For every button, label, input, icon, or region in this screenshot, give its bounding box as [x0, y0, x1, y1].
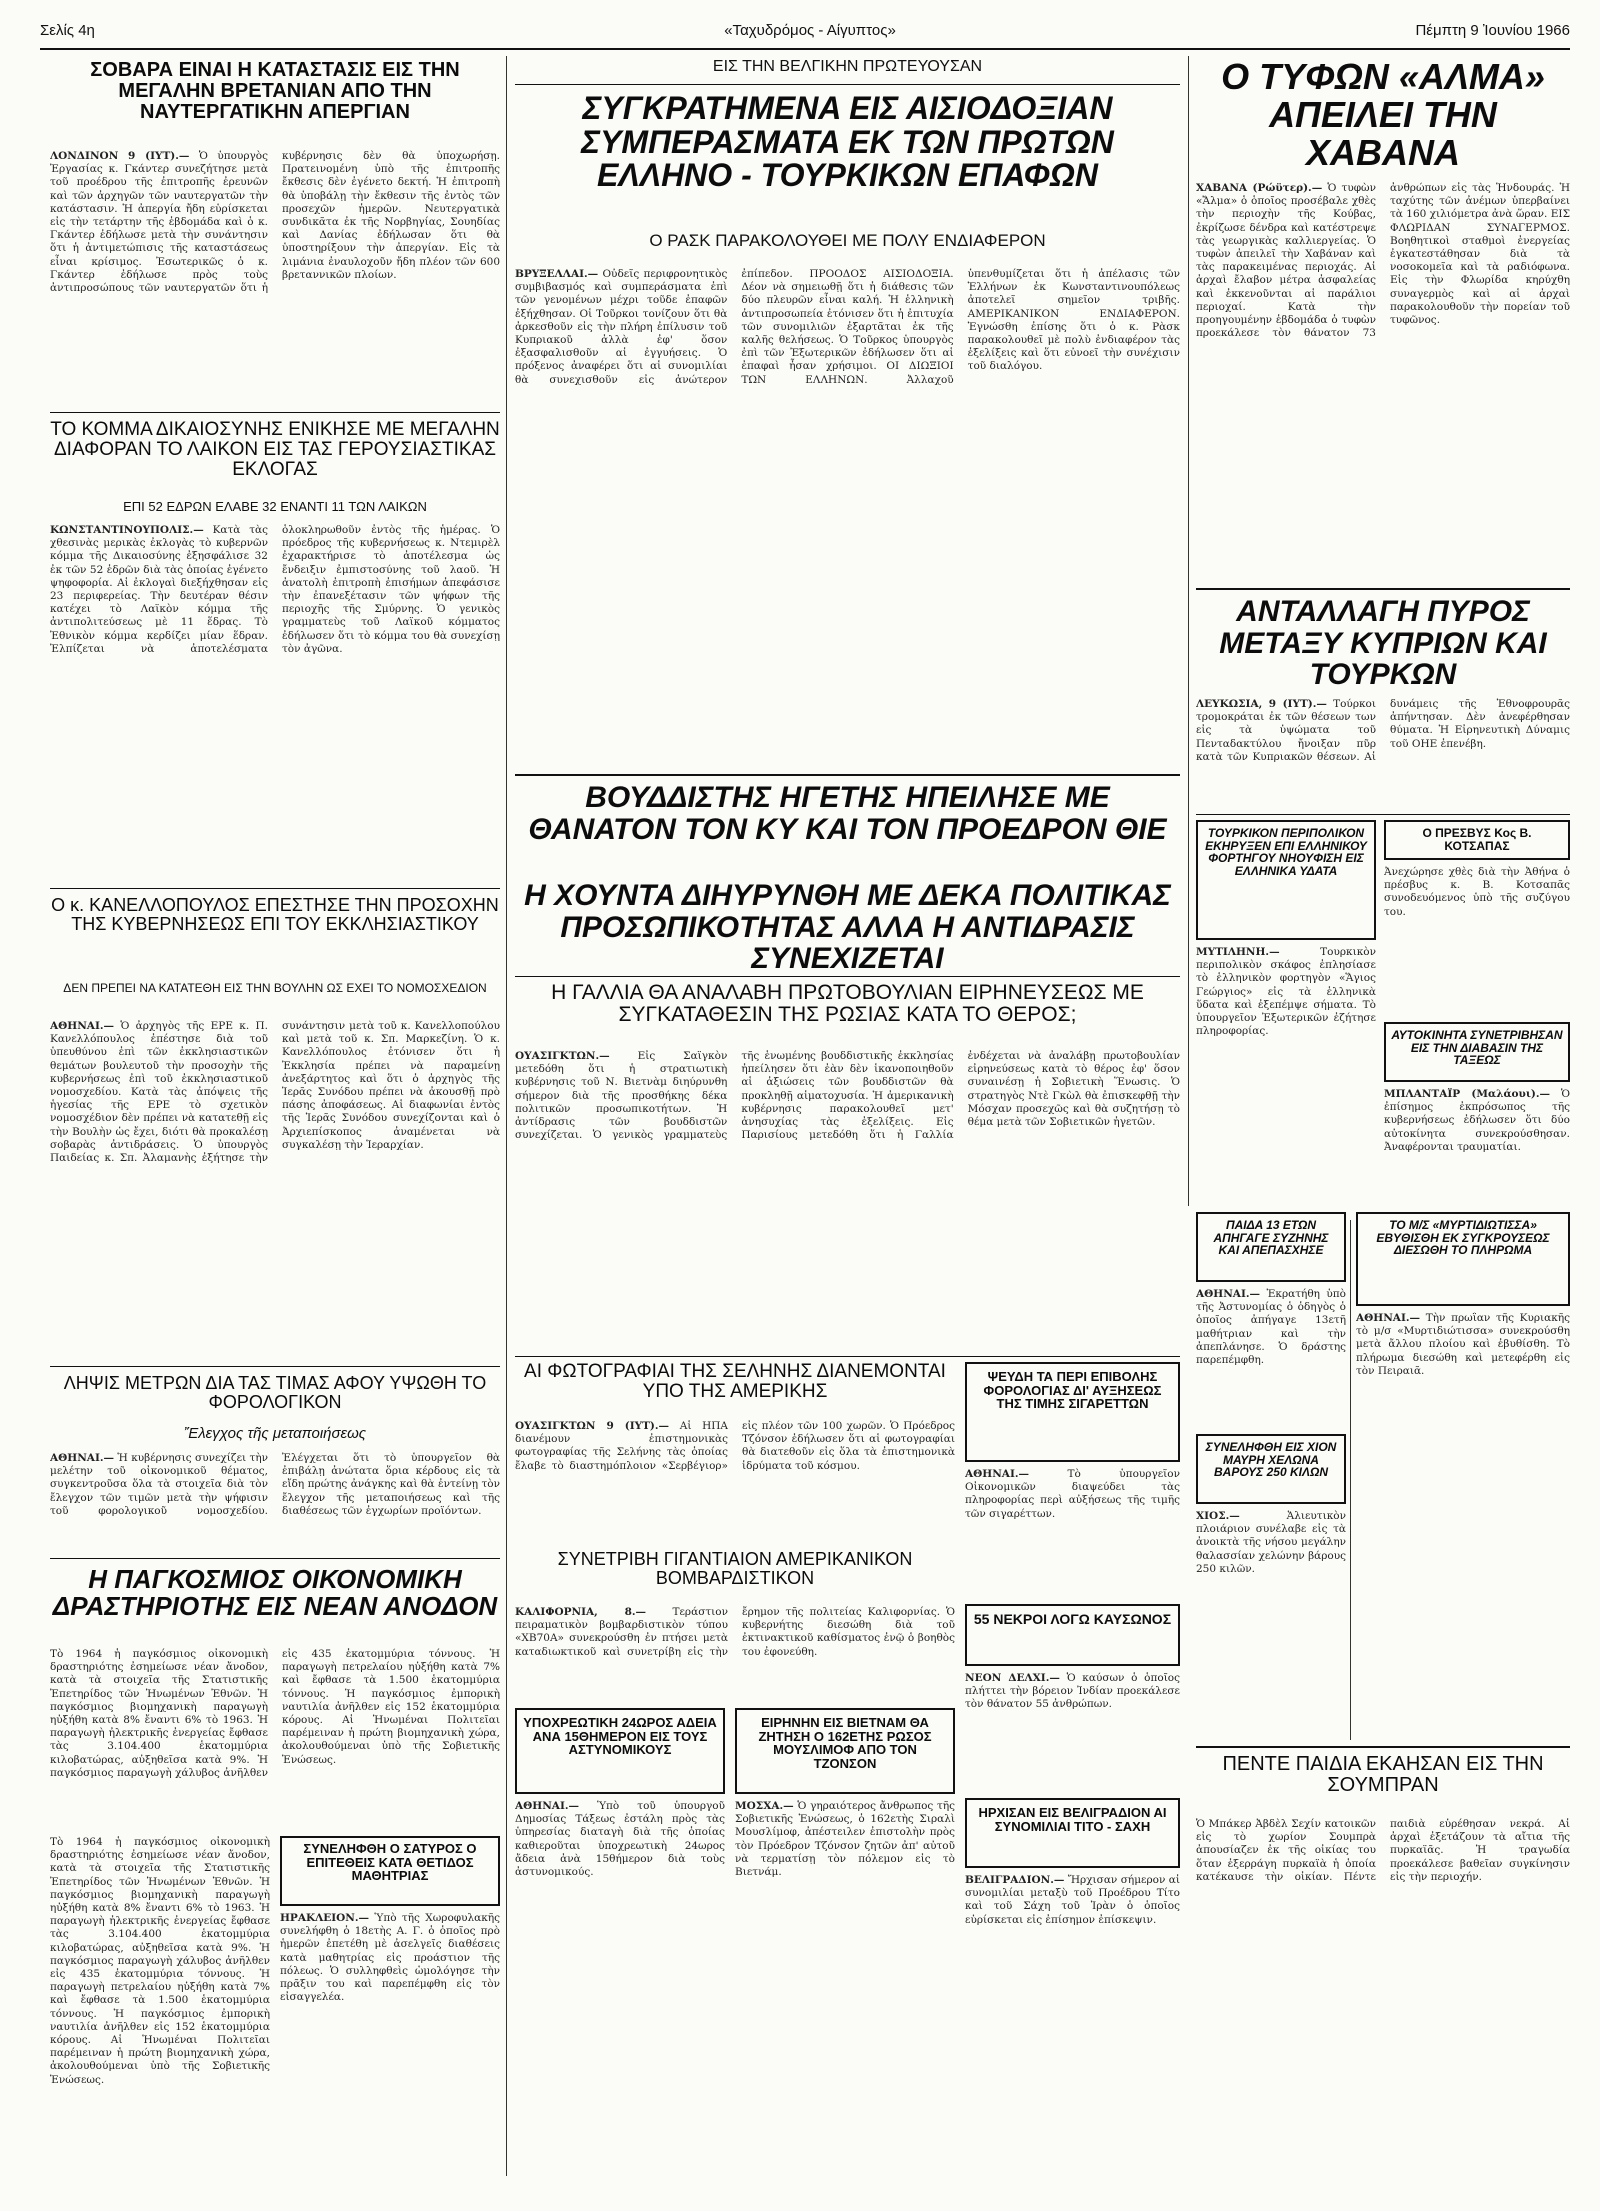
article-text: Τὸ ὑπουργεῖον Οἰκονομικῶν διαψεύδει τὰς πληροφορίας περὶ αὐξήσεως τῆς τιμῆς τῶν σιγαρέττων. [965, 1468, 1180, 1520]
section-rule [50, 1558, 500, 1559]
dateline: ΗΡΑΚΛΕΙΟΝ.— [280, 1912, 370, 1924]
article-body [1196, 698, 1570, 808]
dateline: ΧΙΟΣ.— [1196, 1510, 1240, 1522]
article-text: Τεράστιον πειραματικὸν βομβαρδιστικὸν τύπου «ΧΒ70Α» συνεκρούσθη ἐν πτήσει μετὰ καταδιωκτικοῦ καὶ συνετρίβη εἰς τὴν ἔρημον τῆς πολιτείας Καλιφορνίας. Ὁ κυβερνήτης διεσώθη διὰ τοῦ ἐκτινακτικοῦ καθίσματος ἐνῷ ὁ βοηθὸς του ἐφονεύθη. [515, 1606, 955, 1658]
article-body [965, 1468, 1180, 1598]
column-divider [1350, 1220, 1351, 1740]
headline: ΨΕΥΔΗ ΤΑ ΠΕΡΙ ΕΠΙΒΟΛΗΣ ΦΟΡΟΛΟΓΙΑΣ ΔΙ' ΑΥΞΗΣΕΩΣ ΤΗΣ ΤΙΜΗΣ ΣΙΓΑΡΕΤΤΩΝ [965, 1362, 1180, 1462]
dateline: ΑΘΗΝΑΙ.— [1356, 1312, 1421, 1324]
section-rule [1196, 1746, 1570, 1748]
subheadline: Η ΧΟΥΝΤΑ ΔΙΗΥΡΥΝΘΗ ΜΕ ΔΕΚΑ ΠΟΛΙΤΙΚΑΣ ΠΡΟΣΩΠΙΚΟΤΗΤΑΣ ΑΛΛΑ Η ΑΝΤΙΔΡΑΣΙΣ ΣΥΝΕΧΙΖΕΤΑΙ [524, 880, 1171, 972]
section-rule [1196, 814, 1570, 815]
headline: ΛΗΨΙΣ ΜΕΤΡΩΝ ΔΙΑ ΤΑΣ ΤΙΜΑΣ ΑΦΟΥ ΥΨΩΘΗ ΤΟ ΦΟΡΟΛΟΓΙΚΟΝ [63, 1374, 487, 1412]
headline: Ο ΠΡΕΣΒΥΣ Κος Β. ΚΟΤΣΑΠΑΣ [1384, 820, 1570, 860]
headline: ΠΑΙΔΑ 13 ΕΤΩΝ ΑΠΗΓΑΓΕ ΣΥΖΗΝΗΣ ΚΑΙ ΑΠΕΠΑΣΧΗΣΕ [1196, 1212, 1346, 1282]
subheadline: Ο ΡΑΣΚ ΠΑΡΑΚΟΛΟΥΘΕΙ ΜΕ ΠΟΛΥ ΕΝΔΙΑΦΕΡΟΝ [649, 232, 1046, 250]
article-body [1356, 1312, 1570, 1740]
article-body [1196, 946, 1376, 1206]
dateline: ΧΑΒΑΝΑ (Ρώϋτερ).— [1196, 182, 1323, 194]
headline: ΣΥΓΚΡΑΤΗΜΕΝΑ ΕΙΣ ΑΙΣΙΟΔΟΞΙΑΝ ΣΥΜΠΕΡΑΣΜΑΤΑ ΕΚ ΤΩΝ ΠΡΩΤΩΝ ΕΛΛΗΝΟ - ΤΟΥΡΚΙΚΩΝ ΕΠΑΦΩΝ [581, 92, 1114, 194]
article-text: Τὸ 1964 ἡ παγκόσμιος οἰκονομικὴ δραστηριότης ἐσημείωσε νέαν ἄνοδον, κατὰ τὰ στοιχεῖα τῆς Στατιστικῆς Ἐπετηρίδος τῶν Ἡνωμένων Ἐθνῶν. Ἡ παγκόσμιος βιομηχανικὴ παραγωγὴ ηὐξήθη κατὰ 8% ἔναντι 6% τὸ 1963. Ἡ παραγωγὴ ἠλεκτρικῆς ἐνεργείας ἔφθασε τὰς 3.104.400 ἑκατομμύρια κιλοβατώρας, αὐξηθεῖσα κατὰ 9%. Ἡ παγκόσμιος παραγωγὴ χάλυβος ἀνῆλθεν εἰς 435 ἑκατομμύρια τόννους. Ἡ παραγωγὴ πετρελαίου ηὐξήθη κατὰ 7% καὶ ἔφθασε τὰ 1.500 ἑκατομμύρια τόννους. Ἡ παγκόσμιος ἐμπορικὴ ναυτιλία ἀνῆλθεν εἰς 152 ἑκατομμύρια κόρους. Αἱ Ἡνωμέναι Πολιτεῖαι παρέμειναν ἡ πρώτη βιομηχανικὴ χώρα, ἀκολουθούμεναι ὑπὸ τῆς Σοβιετικῆς Ἑνώσεως. [50, 1648, 500, 1779]
article-body [50, 150, 500, 405]
headline: ΠΕΝΤΕ ΠΑΙΔΙΑ ΕΚΑΗΣΑΝ ΕΙΣ ΤΗΝ ΣΟΥΜΠΡΑΝ [1222, 1754, 1544, 1796]
article-body [1384, 866, 1570, 1016]
article-text: Τὸ 1964 ἡ παγκόσμιος οἰκονομικὴ δραστηριότης ἐσημείωσε νέαν ἄνοδον, κατὰ τὰ στοιχεῖα τῆς Στατιστικῆς Ἐπετηρίδος τῶν Ἡνωμένων Ἐθνῶν. Ἡ παγκόσμιος βιομηχανικὴ παραγωγὴ ηὐξήθη κατὰ 8% ἔναντι 6% τὸ 1963. Ἡ παραγωγὴ ἠλεκτρικῆς ἐνεργείας ἔφθασε τὰς 3.104.400 ἑκατομμύρια κιλοβατώρας, αὐξηθεῖσα κατὰ 9%. Ἡ παγκόσμιος παραγωγὴ χάλυβος ἀνῆλθεν εἰς 435 ἑκατομμύρια τόννους. Ἡ παραγωγὴ πετρελαίου ηὐξήθη κατὰ 7% καὶ ἔφθασε τὰ 1.500 ἑκατομμύρια τόννους. Ἡ παγκόσμιος ἐμπορικὴ ναυτιλία ἀνῆλθεν εἰς 152 ἑκατομμύρια κόρους. Αἱ Ἡνωμέναι Πολιτεῖαι παρέμειναν ἡ πρώτη βιομηχανικὴ χώρα, ἀκολουθούμεναι ὑπὸ τῆς Σοβιετικῆς Ἑνώσεως. [50, 1836, 270, 2086]
paper-name: «Ταχυδρόμος - Αίγυπτος» [724, 22, 896, 39]
article-text: Ἁλιευτικὸν πλοιάριον συνέλαβε εἰς τὰ ἀνοικτὰ τῆς νήσου μεγάλην θαλασσίαν χελώνην βάρους 250 κιλῶν. [1196, 1510, 1346, 1575]
headline: ΣΥΝΕΤΡΙΒΗ ΓΙΓΑΝΤΙΑΙΟΝ ΑΜΕΡΙΚΑΝΙΚΟΝ ΒΟΜΒΑΡΔΙΣΤΙΚΟΝ [557, 1550, 913, 1588]
article-text: Ὁ τυφὼν «Ἄλμα» ὁ ὁποῖος προσέβαλε χθὲς τὴν περιοχὴν τῆς Κούβας, ἐκρίζωσε δένδρα καὶ κατέστρεψε τὰς γεωργικὰς καλλιεργείας. Ὁ τυφὼν ἀπειλεῖ τὴν Χαβάναν καὶ τὰς παρακειμένας περιοχάς. Αἱ ἀρχαὶ ἔλαβον μέτρα ἀσφαλείας καὶ ἐκκενοῦνται αἱ παράλιοι περιοχαί. Κατὰ τὴν προηγουμένην ἑβδομάδα ὁ τυφὼν προεκάλεσε τὸν θάνατον 73 ἀνθρώπων εἰς τὰς Ἡνδουράς. Ἡ ταχύτης τῶν ἀνέμων ὑπερβαίνει τὰ 160 χιλιόμετρα ἀνὰ ὥραν. ΕΙΣ ΦΛΩΡΙΔΑΝ ΣΥΝΑΓΕΡΜΟΣ. Βοηθητικοὶ σταθμοὶ ἐνεργείας ἐγκατεστάθησαν διὰ τὰ νοσοκομεῖα καὶ τὰ ραδιόφωνα. Εἰς τὴν Φλωρίδα κηρύχθη συναγερμὸς καὶ αἱ ἀρχαὶ παρακολουθοῦν τὴν πορείαν τοῦ τυφῶνος. [1196, 182, 1570, 340]
headline: Ο ΤΥΦΩΝ «ΑΛΜΑ» ΑΠΕΙΛΕΙ ΤΗΝ ΧΑΒΑΝΑ [1221, 58, 1545, 173]
article-text: Τουρκικὸν περιπολικὸν σκάφος ἐπλησίασε τὸ ἑλληνικὸν φορτηγὸν «Ἅγιος Γεώργιος» εἰς τὰ ἑλληνικὰ ὕδατα καὶ ἐξεπέμψε σήματα. Τὸ ὑπουργεῖον Ἐξωτερικῶν ἐζήτησε πληροφορίας. [1196, 946, 1376, 1038]
article-body [515, 268, 1180, 768]
section-rule [515, 84, 1180, 85]
article-text: Τὴν πρωΐαν τῆς Κυριακῆς τὸ μ/σ «Μυρτιδιώτισσα» συνεκρούσθη μετὰ ἄλλου πλοίου καὶ ἐβυθίσθη. Τὸ πλήρωμα διεσώθη καὶ μετεφέρθη εἰς τὸν Πειραιᾶ. [1356, 1312, 1570, 1377]
dateline: ΒΕΛΙΓΡΑΔΙΟΝ.— [965, 1874, 1065, 1886]
dateline: ΑΘΗΝΑΙ.— [515, 1800, 580, 1812]
kicker: ΕΙΣ ΤΗΝ ΒΕΛΓΙΚΗΝ ΠΡΩΤΕΥΟΥΣΑΝ [712, 58, 983, 75]
article-text: Ἐκρατήθη ὑπὸ τῆς Ἀστυνομίας ὁ ὁδηγὸς ὁ ὁποῖος ἀπήγαγε 13ετῆ μαθήτριαν καὶ τὴν ἀπεπλάνησε. Ὁ δράστης παρεπέμφθη. [1196, 1288, 1346, 1367]
headline: ΥΠΟΧΡΕΩΤΙΚΗ 24ΩΡΟΣ ΑΔΕΙΑ ΑΝΑ 15ΘΗΜΕΡΟΝ ΕΙΣ ΤΟΥΣ ΑΣΤΥΝΟΜΙΚΟΥΣ [515, 1708, 725, 1794]
article-body [515, 1050, 1180, 1350]
section-rule [50, 888, 500, 889]
headline: ΒΟΥΔΔΙΣΤΗΣ ΗΓΕΤΗΣ ΗΠΕΙΛΗΣΕ ΜΕ ΘΑΝΑΤΟΝ ΤΟΝ ΚΥ ΚΑΙ ΤΟΝ ΠΡΟΕΔΡΟΝ ΘΙΕ [528, 782, 1167, 846]
headline: ΣΟΒΑΡΑ ΕΙΝΑΙ Η ΚΑΤΑΣΤΑΣΙΣ ΕΙΣ ΤΗΝ ΜΕΓΑΛΗΝ ΒΡΕΤΑΝΙΑΝ ΑΠΟ ΤΗΝ ΝΑΥΤΕΡΓΑΤΙΚΗΝ ΑΠΕΡΓΙΑΝ [90, 60, 460, 123]
dateline: ΜΟΣΧΑ.— [735, 1800, 794, 1812]
headline: Η ΓΑΛΛΙΑ ΘΑ ΑΝΑΛΑΒΗ ΠΡΩΤΟΒΟΥΛΙΑΝ ΕΙΡΗΝΕΥΣΕΩΣ ΜΕ ΣΥΓΚΑΤΑΘΕΣΙΝ ΤΗΣ ΡΩΣΙΑΣ ΚΑΤΑ ΤΟ ΘΕΡΟΣ; [551, 982, 1144, 1027]
column-divider [506, 56, 507, 2176]
subheadline: ΕΠΙ 52 ΕΔΡΩΝ ΕΛΑΒΕ 32 ΕΝΑΝΤΙ 11 ΤΩΝ ΛΑΙΚΩΝ [123, 500, 427, 514]
dateline: ΛΟΝΔΙΝΟΝ 9 (ΙΥΤ).— [50, 150, 190, 162]
article-text: Κατὰ τὰς χθεσινὰς μερικὰς ἐκλογὰς τὸ κυβερνῶν κόμμα τῆς Δικαιοσύνης ἐξησφάλισε 32 ἐκ τῶν 52 ἑδρῶν διὰ τὰς ὁποίας ἐγένετο ψηφοφορία. Αἱ ἐκλογαὶ διεξήχθησαν εἰς 23 περιφερείας. Τὴν δευτέραν θέσιν κατέχει τὸ Λαϊκὸν κόμμα τῆς ἀντιπολιτεύσεως μὲ 11 ἕδρας. Τὸ Ἐθνικὸν κόμμα κερδίζει μίαν ἕδραν. Ἐλπίζεται νὰ ἀποτελέσματα ὁλοκληρωθοῦν ἐντὸς τῆς ἡμέρας. Ὁ πρόεδρος τῆς κυβερνήσεως κ. Ντεμιρὲλ ἐχαρακτήρισε τὸ ἀποτέλεσμα ὡς ἔνδειξιν ἐμπιστοσύνης τοῦ λαοῦ. Ἡ ἀνατολὴ ἐπιτροπὴ ἐπισήμων ἀπεφάσισε τὴν ἐπανεξέτασιν τῶν ψήφων τῆς περιοχῆς τῆς Σμύρνης. Ὁ γενικὸς γραμματεὺς τοῦ Λαϊκοῦ κόμματος ἐδήλωσεν ὅτι τὸ κόμμα του θὰ συνεχίσῃ τὸν ἀγῶνα. [50, 524, 500, 655]
article-body [50, 1452, 500, 1552]
article-text: Ὁ ἀρχηγὸς τῆς ΕΡΕ κ. Π. Κανελλόπουλος ἐπέστησε διὰ τοῦ ὑπευθύνου ἐπὶ τῶν ἐκκλησιαστικῶν θεμάτων βουλευτοῦ τὴν προσοχὴν τῆς κυβερνήσεως ἐπὶ τοῦ ἐκκλησιαστικοῦ νομοσχεδίου. Κατὰ τὰς ἀπόψεις τῆς ἡγεσίας τῆς ΕΡΕ τὸ σχετικὸν νομοσχέδιον δὲν πρέπει νὰ κατατεθῇ εἰς τὴν Βουλὴν ὡς ἔχει, διότι θὰ προκαλέσῃ σοβαρὰς ἀντιδράσεις. Ὁ ὑπουργὸς Παιδείας κ. Σπ. Ἀλαμανὴς ἐξήτησε τὴν συνάντησιν μετὰ τοῦ κ. Κανελλοπούλου καὶ μετὰ τοῦ κ. Σπ. Μαρκεζίνη. Ὁ κ. Κανελλόπουλος ἐτόνισεν ὅτι ἡ Ἐκκλησία πρέπει νὰ παραμείνῃ ἀνεξάρτητος καὶ ὅτι ὁ ἀρχηγὸς τῆς Ἱερᾶς Συνόδου πρέπει νὰ ἀκουσθῇ πρὸ πάσης ἀποφάσεως. Αἱ διαφωνίαι ἐντὸς τῆς Ἱερᾶς Συνόδου συνεχίζονται καὶ ὁ Ἀρχιεπίσκοπος ἀναμένεται νὰ συγκαλέσῃ τὴν Ἱεραρχίαν. [50, 1020, 500, 1165]
article-text: Αἱ ΗΠΑ διανέμουν ἐπιστημονικὰς φωτογραφίας τῆς Σελήνης τὰς ὁποίας ἔλαβε τὸ διαστημόπλοιον «Σερβέγιορ» εἰς πλέον τῶν 100 χωρῶν. Ὁ Πρόεδρος Τζόνσον ἐδήλωσεν ὅτι αἱ φωτογραφίαι θὰ διατεθοῦν εἰς ὅλα τὰ ἐπιστημονικὰ ἱδρύματα τοῦ κόσμου. [515, 1420, 955, 1472]
article-text: Ὑπὸ τοῦ ὑπουργοῦ Δημοσίας Τάξεως ἐστάλη πρὸς τὰς ὑπηρεσίας διαταγὴ διὰ τῆς ὁποίας καθιεροῦται ὑποχρεωτικὴ 24ωρος ἄδεια ἀνὰ 15θήμερον διὰ τοὺς ἀστυνομικούς. [515, 1800, 725, 1879]
subheadline: Ἔλεγχος τῆς μεταποιήσεως [183, 1426, 367, 1442]
article-body [50, 524, 500, 884]
section-rule [1196, 588, 1570, 590]
headline: ΗΡΧΙΣΑΝ ΕΙΣ ΒΕΛΙΓΡΑΔΙΟΝ ΑΙ ΣΥΝΟΜΙΛΙΑΙ ΤΙΤΟ - ΣΑΧΗ [965, 1798, 1180, 1868]
article-text: Ἤρχισαν σήμερον αἱ συνομιλίαι μεταξὺ τοῦ Προέδρου Τίτο καὶ τοῦ Σάχη τοῦ Ἰρὰν ὁ ὁποῖος εὑρίσκεται εἰς ἐπίσημον ἐπίσκεψιν. [965, 1874, 1180, 1926]
article-text: Ὑπὸ τῆς Χωροφυλακῆς συνελήφθη ὁ 18ετὴς Α. Γ. ὁ ὁποῖος πρὸ ἡμερῶν ἐπετέθη μὲ ἀσελγεῖς διαθέσεις κατὰ μαθητρίας εἰς προάστιον τῆς πόλεως. Ὁ συλληφθεὶς ὡμολόγησε τὴν πρᾶξιν του καὶ παρεπέμφθη εἰς τὸν εἰσαγγελέα. [280, 1912, 500, 2004]
headline: ΣΥΝΕΛΗΦΘΗ ΕΙΣ ΧΙΟΝ ΜΑΥΡΗ ΧΕΛΩΝΑ ΒΑΡΟΥΣ 250 ΚΙΛΩΝ [1196, 1434, 1346, 1504]
dateline: ΟΥΑΣΙΓΚΤΩΝ.— [515, 1050, 610, 1062]
article-text: Ὁ καύσων ὁ ὁποῖος πλήττει τὴν βόρειον Ἰνδίαν προεκάλεσε τὸν θάνατον 55 ἀνθρώπων. [965, 1672, 1180, 1711]
article-body [50, 1020, 500, 1360]
article-body [1196, 1818, 1570, 2170]
dateline: ΟΥΑΣΙΓΚΤΩΝ 9 (ΙΥΤ).— [515, 1420, 670, 1432]
article-body [965, 1672, 1180, 1792]
subheadline: ΔΕΝ ΠΡΕΠΕΙ ΝΑ ΚΑΤΑΤΕΘΗ ΕΙΣ ΤΗΝ ΒΟΥΛΗΝ ΩΣ ΕΧΕΙ ΤΟ ΝΟΜΟΣΧΕΔΙΟΝ [63, 982, 487, 995]
article-text: Ὁ ὑπουργὸς Ἐργασίας κ. Γκάντερ συνεζήτησε μετὰ τοῦ προέδρου τῆς ἐπιτροπῆς ἐρευνῶν καὶ τῶν ἀρχηγῶν τῶν ναυτεργατῶν τὴν κατάστασιν. Ἡ ἀπεργία ἤδη εὑρίσκεται εἰς τὴν τετάρτην τῆς ἑβδομάδα καὶ ὁ κ. Γκάντερ ἐδήλωσε μετὰ τὴν συνάντησιν ὅτι ἡ ἀντιμετώπισις τῆς καταστάσεως εἶναι κρίσιμος. Ἐσωτερικῶς ὁ κ. Γκάντερ ἐδήλωσε πρὸς τοὺς ἀντιπροσώπους τῶν ναυτεργατῶν ὅτι ἡ κυβέρνησις δὲν θὰ ὑποχωρήσῃ. Πρατεινομένη ὑπὸ τῆς ἐπιτροπῆς ἔκθεσις δὲν ἐγένετο δεκτή. Ἡ ἐπιτροπὴ θὰ ὑποβάλῃ τὴν ἔκθεσιν τῆς ἐντὸς τῶν προσεχῶν ἡμερῶν. Νευτεργατικὰ συνδικᾶτα ἐκ τῆς Νορβηγίας, Σουηδίας καὶ Δανίας ἐδήλωσαν ὅτι θὰ ὑποστηρίξουν τὴν ἀπεργίαν. Εἰς τὰ λιμάνια ἐναυλοχοῦν ἤδη πλέον τῶν 600 βρεταννικῶν πλοίων. [50, 150, 500, 295]
article-body [1196, 182, 1570, 582]
article-body [1196, 1510, 1346, 1740]
headline: 55 ΝΕΚΡΟΙ ΛΟΓΩ ΚΑΥΣΩΝΟΣ [965, 1604, 1180, 1666]
headline: ΑΝΤΑΛΛΑΓΗ ΠΥΡΟΣ ΜΕΤΑΞΥ ΚΥΠΡΙΩΝ ΚΑΙ ΤΟΥΡΚΩΝ [1219, 596, 1547, 691]
article-text: Ὁ γηραιότερος ἄνθρωπος τῆς Σοβιετικῆς Ἑνώσεως, ὁ 162ετὴς Σιραλὶ Μουσλίμοφ, ἀπέστειλεν ἐπιστολὴν πρὸς τὸν Πρόεδρον Τζόνσον ζητῶν ἀπ' αὐτοῦ νὰ τερματίσῃ τὸν πόλεμον εἰς τὸ Βιετνάμ. [735, 1800, 955, 1879]
article-body [280, 1912, 500, 2172]
dateline: ΛΕΥΚΩΣΙΑ, 9 (ΙΥΤ).— [1196, 698, 1327, 710]
page-label: Σελίς 4η [40, 22, 95, 39]
section-rule [515, 976, 1180, 977]
section-rule [515, 774, 1180, 776]
headline: ΤΟ ΚΟΜΜΑ ΔΙΚΑΙΟΣΥΝΗΣ ΕΝΙΚΗΣΕ ΜΕ ΜΕΓΑΛΗΝ ΔΙΑΦΟΡΑΝ ΤΟ ΛΑΙΚΟΝ ΕΙΣ ΤΑΣ ΓΕΡΟΥΣΙΑΣΤΙΚΑΣ ΕΚΛΟΓΑΣ [50, 420, 500, 480]
headline: ΣΥΝΕΛΗΦΘΗ Ο ΣΑΤΥΡΟΣ Ο ΕΠΙΤΕΘΕΙΣ ΚΑΤΑ ΘΕΤΙΔΟΣ ΜΑΘΗΤΡΙΑΣ [280, 1836, 500, 1906]
headline: ΕΙΡΗΝΗΝ ΕΙΣ ΒΙΕΤΝΑΜ ΘΑ ΖΗΤΗΣΗ Ο 162ΕΤΗΣ ΡΩΣΟΣ ΜΟΥΣΛΙΜΟΦ ΑΠΟ ΤΟΝ ΤΖΟΝΣΟΝ [735, 1708, 955, 1794]
column-divider [1188, 56, 1189, 1206]
dateline: ΜΥΤΙΛΗΝΗ.— [1196, 946, 1280, 958]
article-text: Οὐδεῖς περιφρονητικὸς συμβιβασμός καὶ συμπεράσματα ἐπὶ τῶν γενομένων μέχρι τοῦδε ἐπαφῶν ἐξήχθησαν. Οἱ Τοῦρκοι τονίζουν ὅτι θὰ ἀρκεσθοῦν εἰς τὴν πλήρη ἐπίλυσιν τοῦ Κυπριακοῦ ἀλλὰ ἐφ' ὅσον ἐξασφαλισθοῦν αἱ ἐγγυήσεις. Ὁ πρόξενος ἀναφέρει ὅτι αἱ συνομιλίαι θὰ συνεχισθοῦν εἰς ἀνώτερον ἐπίπεδον. ΠΡΟΟΔΟΣ ΑΙΣΙΟΔΟΞΙΑ. Δέον νὰ σημειωθῇ ὅτι ἡ διάθεσις τῶν δύο πλευρῶν εἶναι καλή. Ἡ ἑλληνικὴ ἀντιπροσωπεία ἐτόνισεν ὅτι ἡ ἐπιτυχία τῶν συνομιλιῶν ἐξαρτᾶται ἐκ τῆς καλῆς θελήσεως. Ὁ Τοῦρκος ὑπουργὸς ἐπὶ τῶν Ἐξωτερικῶν ἐδήλωσεν ὅτι αἱ ἐπαφαὶ ἦσαν χρήσιμοι. ΟΙ ΔΙΩΞΙΟΙ ΤΩΝ ΕΛΛΗΝΩΝ. Ἀλλαχοῦ ὑπενθυμίζεται ὅτι ἡ ἀπέλασις τῶν Ἑλλήνων ἐκ Κωνσταντινουπόλεως ἀποτελεῖ σημεῖον τριβῆς. ΑΜΕΡΙΚΑΝΙΚΟΝ ΕΝΔΙΑΦΕΡΟΝ. Ἐγνώσθη ἐπίσης ὅτι ὁ κ. Ρὰσκ παρακολουθεῖ μὲ πολὺ ἐνδιαφέρον τὰς ἐξελίξεις καὶ ὅτι εὐνοεῖ τὴν συνέχισιν τοῦ διαλόγου. [515, 268, 1180, 386]
dateline: ΜΠΛΑΝΤΑΪΡ (Μαλάουι).— [1384, 1088, 1551, 1100]
article-body [735, 1800, 955, 2170]
dateline: ΝΕΟΝ ΔΕΛΧΙ.— [965, 1672, 1060, 1684]
dateline: ΒΡΥΞΕΛΛΑΙ.— [515, 268, 599, 280]
article-body [965, 1874, 1180, 2170]
headline: ΑΙ ΦΩΤΟΓΡΑΦΙΑΙ ΤΗΣ ΣΕΛΗΝΗΣ ΔΙΑΝΕΜΟΝΤΑΙ ΥΠΟ ΤΗΣ ΑΜΕΡΙΚΗΣ [524, 1362, 946, 1402]
article-text: Ὁ Μπάκερ Ἀβδὲλ Σεχίν κατοικῶν εἰς τὸ χωρίον Σουμπρὰ ἀπουσίαζεν ἐκ τῆς οἰκίας του ὅταν ἐξερράγη πυρκαϊὰ ἡ ὁποία κατέκαυσε τὴν οἰκίαν. Πέντε παιδιὰ εὑρέθησαν νεκρά. Αἱ ἀρχαὶ ἐξετάζουν τὰ αἴτια τῆς πυρκαϊᾶς. Ἡ τραγωδία προεκάλεσε βαθεῖαν συγκίνησιν εἰς τὴν περιοχήν. [1196, 1818, 1570, 1883]
article-text: Ἀνεχώρησε χθὲς διὰ τὴν Ἀθήνα ὁ πρέσβυς κ. Β. Κοτσαπᾶς συνοδευόμενος ὑπὸ τῆς συζύγου του. [1384, 866, 1570, 918]
section-rule [50, 412, 500, 413]
header-rule [40, 48, 1570, 50]
dateline: ΑΘΗΝΑΙ.— [50, 1452, 115, 1464]
headline: Ο κ. ΚΑΝΕΛΛΟΠΟΥΛΟΣ ΕΠΕΣΤΗΣΕ ΤΗΝ ΠΡΟΣΟΧΗΝ ΤΗΣ ΚΥΒΕΡΝΗΣΕΩΣ ΕΠΙ ΤΟΥ ΕΚΚΛΗΣΙΑΣΤΙΚΟΥ [51, 896, 499, 934]
article-body [1384, 1088, 1570, 1206]
article-body [1196, 1288, 1346, 1428]
article-body [515, 1606, 955, 1702]
dateline: ΑΘΗΝΑΙ.— [965, 1468, 1030, 1480]
headline: ΤΟ Μ/Σ «ΜΥΡΤΙΔΙΩΤΙΣΣΑ» ΕΒΥΘΙΣΘΗ ΕΚ ΣΥΓΚΡΟΥΣΕΩΣ ΔΙΕΣΩΘΗ ΤΟ ΠΛΗΡΩΜΑ [1356, 1212, 1570, 1306]
section-rule [515, 1356, 1180, 1357]
issue-date: Πέμπτη 9 Ἰουνίου 1966 [1415, 22, 1570, 39]
article-body [515, 1800, 725, 2170]
dateline: ΑΘΗΝΑΙ.— [1196, 1288, 1261, 1300]
article-text: Ἡ κυβέρνησις συνεχίζει τὴν μελέτην τοῦ οἰκονομικοῦ θέματος, συγκεντροῦσα ὅλα τὰ στοιχεῖα διὰ τὸν ἔλεγχον τῶν τιμῶν μετὰ τὴν ψήφισιν τοῦ φορολογικοῦ νομοσχεδίου. Ἐλέγχεται ὅτι τὸ ὑπουργεῖον θὰ ἐπιβάλῃ ἀνώτατα ὅρια κέρδους εἰς τὰ εἴδη πρώτης ἀνάγκης καὶ θὰ ἐντείνῃ τὸν ἔλεγχον τῆς μεταποιήσεως καὶ τῆς διαθέσεως τῶν ἐγχωρίων προϊόντων. [50, 1452, 500, 1517]
dateline: ΚΩΝΣΤΑΝΤΙΝΟΥΠΟΛΙΣ.— [50, 524, 204, 536]
headline: ΤΟΥΡΚΙΚΟΝ ΠΕΡΙΠΟΛΙΚΟΝ ΕΚΗΡΥΞΕΝ ΕΠΙ ΕΛΛΗΝΙΚΟΥ ΦΟΡΤΗΓΟΥ ΝΗΟΥΦΙΣΗ ΕΙΣ ΕΛΛΗΝΙΚΑ ΥΔΑΤΑ [1196, 820, 1376, 940]
headline: Η ΠΑΓΚΟΣΜΙΟΣ ΟΙΚΟΝΟΜΙΚΗ ΔΡΑΣΤΗΡΙΟΤΗΣ ΕΙΣ ΝΕΑΝ ΑΝΟΔΟΝ [52, 1566, 498, 1622]
article-body [50, 1648, 500, 1828]
dateline: ΚΑΛΙΦΟΡΝΙΑ, 8.— [515, 1606, 647, 1618]
article-body [515, 1420, 955, 1544]
dateline: ΑΘΗΝΑΙ.— [50, 1020, 115, 1032]
article-text: Τούρκοι τρομοκράται ἐκ τῶν θέσεων των εἰς τὰ ὑψώματα τοῦ Πενταδακτύλου ἤνοιξαν πῦρ κατὰ τῶν Κυπριακῶν θέσεων. Αἱ δυνάμεις τῆς Ἐθνοφρουρᾶς ἀπήντησαν. Δὲν ἀνεφέρθησαν θύματα. Ἡ Εἰρηνευτικὴ Δύναμις τοῦ ΟΗΕ ἐπενέβη. [1196, 698, 1570, 763]
article-text: Εἰς Σαϊγκὸν μετεδόθη ὅτι ἡ στρατιωτικὴ κυβέρνησις τοῦ Ν. Βιετνὰμ διηύρυνθη σήμερον διὰ τῆς προσθήκης δέκα πολιτικῶν προσωπικοτήτων. Ἡ ἀντίδρασις τῶν βουδδιστῶν συνεχίζεται. Ὁ γενικὸς γραμματεὺς τῆς ἑνωμένης βουδδιστικῆς ἐκκλησίας ἠπείλησεν ὅτι ἐὰν δὲν ἱκανοποιηθοῦν αἱ ἀξιώσεις τῶν βουδδιστῶν θὰ προκληθῇ αἱματοχυσία. Ἡ ἀμερικανικὴ κυβέρνησις παρακολουθεῖ μετ' ἀνησυχίας τὰς ἐξελίξεις. Εἰς Παρισίους μετεδόθη ὅτι ἡ Γαλλία ἐνδέχεται νὰ ἀναλάβῃ πρωτοβουλίαν εἰρηνεύσεως κατὰ τὸ θέρος ἐφ' ὅσον συναινέσῃ ἡ Σοβιετικὴ Ἕνωσις. Ὁ στρατηγὸς Ντὲ Γκὼλ θὰ ἐπισκεφθῇ τὴν Μόσχαν προσεχῶς καὶ θὰ συζητήσῃ τὸ θέμα μετὰ τῶν Σοβιετικῶν ἡγετῶν. [515, 1050, 1180, 1142]
article-text: Ὁ ἐπίσημος ἐκπρόσωπος τῆς κυβερνήσεως ἐδήλωσεν ὅτι δύο αὐτοκίνητα συνεκρούσθησαν. Ἀναφέρονται τραυματίαι. [1384, 1088, 1570, 1153]
headline: ΑΥΤΟΚΙΝΗΤΑ ΣΥΝΕΤΡΙΒΗΣΑΝ ΕΙΣ ΤΗΝ ΔΙΑΒΑΣΙΝ ΤΗΣ ΤΑΞΕΩΣ [1384, 1022, 1570, 1082]
section-rule [50, 1366, 500, 1367]
article-body-continued [50, 1836, 270, 2172]
